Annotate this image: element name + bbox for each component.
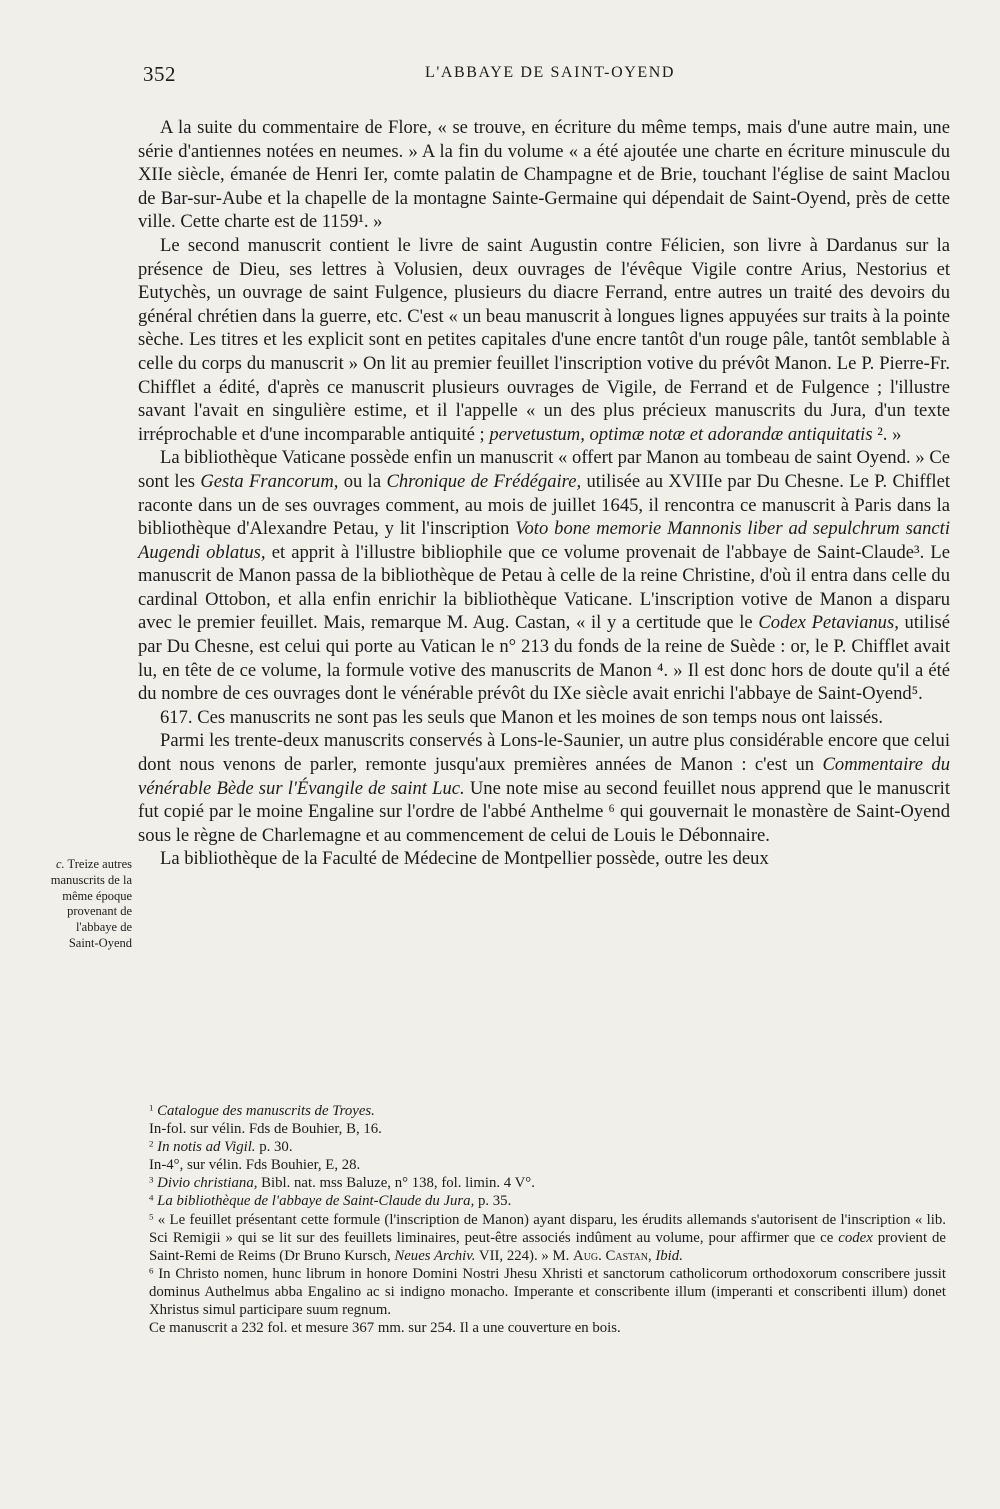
paragraph: 617. Ces manuscrits ne sont pas les seuls que Manon et les moines de son temps nous ont laissés. [160,706,884,728]
footnote-italic: Ibid. [655,1247,683,1264]
margin-marker: c. [55,857,65,871]
margin-text: Treize autres manuscrits de la même époque provenant de l'abbaye de Saint-Oyend [50,857,132,950]
text-run: et apprit à l'illustre bibliophile que ce volume provenait de l'abbaye de Saint-Claude³. Le manuscrit de Manon passa de la bibliothèque de Petau à celle de la reine Christine, d'où il entra dans celle du cardinal Ottobon, et alla enfin enrichir la bibliothèque Vaticane. L'inscription votive de Manon a disparu avec le premier feuillet. Mais, remarque M. Aug. Castan, « il y a certitude que le [138,541,950,634]
footnote-title: La bibliothèque de l'abbaye de Saint-Claude du Jura, [157,1193,475,1210]
footnote-text: In Christo nomen, hunc librum in honore Domini Nostri Jhesu Xhristi et sanctorum catholicorum orthodoxorum conscribere jussit dominus Authelmus abba Engalino ac si indigno monacho. Imperante et conscribente illum (imperanti et conscribenti illum) donet Xhristus simul participare suum regnum. [149,1265,946,1319]
footnote [149,1192,946,1210]
footnote-line: In-fol. sur vélin. Fds de Bouhier, B, 16. [149,1121,382,1138]
footnote-text: Bibl. nat. mss Baluze, n° 138, fol. limin. 4 V°. [261,1175,535,1192]
margin-note [44,857,132,952]
italic-run: Codex Petavianus, [758,612,899,634]
page-number: 352 [143,62,176,86]
footnote [149,1138,946,1156]
footnote-text: p. 30. [259,1139,293,1156]
footnote-number: 3 [149,1174,154,1185]
footnote [149,1102,946,1120]
footnote [149,1265,946,1319]
italic-run: Voto bone memorie Mannonis liber ad sepulchrum sancti Augendi oblatus, [138,518,951,563]
footnote-author: Aug. Castan, [573,1247,652,1264]
footnote-number: 6 [149,1265,154,1276]
footnote-number: 2 [149,1138,154,1149]
footnote-title: In notis ad Vigil. [157,1139,256,1156]
footnote-italic: Neues Archiv. [394,1247,476,1264]
text-run: utilisée au XVIIIe par Du Chesne. Le P. Chifflet raconte dans un de ses ouvrages comment, au mois de juillet 1645, il rencontra ce manuscrit à Paris dans la bibliothèque d'Alexandre Petau, y lit l'inscription [138,470,950,540]
paragraph [138,446,950,706]
footnote-text: « Le feuillet présentant cette formule (l'inscription de Manon) ayant disparu, les érudits allemands s'autorisent de l'inscription « lib. Sci Remigii » qui se lit sur des feuillets liminaires, peut-être associés indûment au volume, pour affirmer que ce [149,1211,946,1246]
italic-run: Gesta Francorum, [200,470,339,492]
paragraph: La bibliothèque de la Faculté de Médecine de Montpellier possède, outre les deux [160,848,769,870]
text-run: ou la [343,470,382,492]
footnotes [149,1102,946,1337]
footnote-title: Divio christiana, [157,1175,258,1192]
italic-run: Chronique de Frédégaire, [386,470,582,492]
paragraph [138,234,950,446]
text-run: La bibliothèque Vaticane possède enfin un manuscrit « offert par Manon au tombeau de saint Oyend. » Ce sont les [138,447,950,492]
italic-run: pervetustum, optimæ notæ et adorandæ antiquitatis [489,423,873,445]
footnote-line: Ce manuscrit a 232 fol. et mesure 367 mm. sur 254. Il a une couverture en bois. [149,1320,621,1337]
footnote [149,1211,946,1265]
footnote-number: 5 [149,1211,154,1222]
text-run: utilisé par Du Chesne, est celui qui porte au Vatican le n° 213 du fonds de la reine de Suède : or, le P. Chifflet avait lu, en tête de ce volume, la formule votive des manuscrits de Manon ⁴. » Il est donc hors de doute qu'il a été du nombre de ces ouvrages dont le vénérable prévôt du IXe siècle avait enrichi l'abbaye de Saint-Oyend⁵. [138,612,950,705]
paragraph [138,729,950,847]
footnote-italic: codex [838,1229,873,1246]
footnote-title: Catalogue des manuscrits de Troyes. [157,1103,375,1119]
running-title: L'ABBAYE DE SAINT-OYEND [425,64,676,81]
footnote [149,1174,946,1192]
footnote-text: provient de Saint-Remi de Reims (Dr Bruno Kursch, [149,1229,947,1264]
footnote-number: 1 [149,1102,154,1113]
footnote-number: 4 [149,1193,154,1204]
footnote-line: In-4°, sur vélin. Fds Bouhier, E, 28. [149,1157,361,1174]
text-run: Parmi les trente-deux manuscrits conservés à Lons-le-Saunier, un autre plus considérable encore que celui dont nous venons de parler, remonte jusqu'aux premières années de Manon : c'est un [138,730,950,776]
text-run: Une note mise au second feuillet nous apprend que le manuscrit fut copié par le moine Engaline sur l'ordre de l'abbé Anthelme ⁶ qui gouvernait le monastère de Saint-Oyend sous le règne de Charlemagne et au commencement de celui de Louis le Débonnaire. [138,777,951,846]
footnote-text: VII, 224). » M. [478,1247,570,1264]
text-run: Le second manuscrit contient le livre de saint Augustin contre Félicien, son livre à Dardanus sur la présence de Dieu, ses lettres à Volusien, deux ouvrages de l'évêque Vigile contre Arius, Nestorius et Eutychès, un ouvrage de saint Fulgence, plusieurs du diacre Ferrand, entre autres un traité des devoirs du général chrétien dans la guerre, etc. C'est « un beau manuscrit à longues lignes appuyées sur traits à la pointe sèche. Les titres et les explicit sont en petites capitales d'une encre tantôt d'un rouge pâle, tantôt semblable à celle du corps du manuscrit » On lit au premier feuillet l'inscription votive du prévôt Manon. Le P. Pierre-Fr. Chifflet a édité, d'après ce manuscrit plusieurs ouvrages de Vigile, de Ferrand et de Fulgence ; l'illustre savant l'avait en singulière estime, et il l'appelle « un des plus précieux manuscrits du Jura, d'un texte irréprochable et d'une incomparable antiquité ; [138,234,950,445]
main-text [138,116,950,871]
text-run: ². » [877,423,902,445]
footnote-text: p. 35. [477,1193,512,1210]
italic-run: Commentaire du vénérable Bède sur l'Évangile de saint Luc. [138,754,951,799]
paragraph: A la suite du commentaire de Flore, « se trouve, en écriture du même temps, mais d'une autre main, une série d'antiennes notées en neumes. » A la fin du volume « a été ajoutée une charte en écriture minuscule du XIIe siècle, émanée de Henri Ier, comte palatin de Champagne et de Brie, touchant l'église de saint Maclou de Bar-sur-Aube et la chapelle de la montagne Sainte-Germaine qui dépendait de Saint-Oyend, près de cette ville. Cette charte est de 1159¹. » [138,117,950,233]
